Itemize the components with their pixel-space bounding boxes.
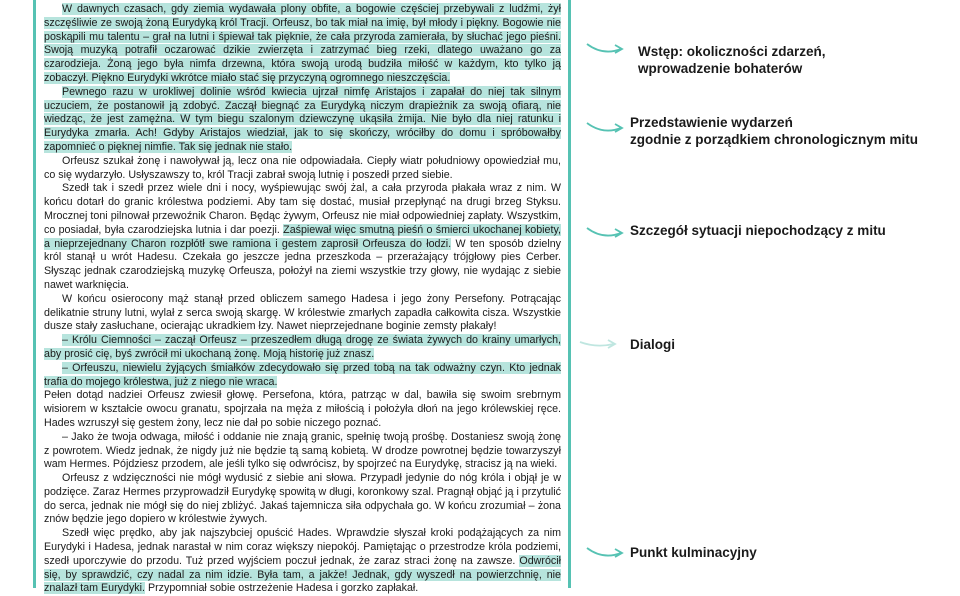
paragraph-promise: – Jako że twoja odwaga, miłość i oddanie nie znają granic, spełnię twoją prośbę. Dostaniesz swoją żonę z powrotem. Wiedz jednak, że nigdy już nie będzie tą samą kobietą. W drodze powrotnej będzie towarzyszył wam Hermes. Pójdziesz przodem, ale jeśli tylko się odwrócisz, by spojrzeć na Eurydykę, stracisz ją na wieki. — [44, 430, 561, 471]
annotation-intro — [638, 43, 826, 77]
highlight-dialog-hades: – Orfeuszu, niewielu żyjących śmiałków zdecydowało się przed tobą na tak odważny czyn. Kto jednak trafia do mojego królestwa, już z niego nie wraca. — [44, 361, 561, 388]
story-text — [44, 3, 561, 596]
arrow-detail-icon — [585, 224, 625, 242]
highlight-detail: Zaśpiewał więc smutną pieśń o śmierci ukochanej kobiety, a nieprzejednany Charon rozpłótł swe ramiona i gestem zaprosił Orfeusza do łodzi. — [44, 223, 561, 250]
highlight-events: Pewnego razu w urokliwej dolinie wśród kwiecia ujrzał nimfę Aristajos i zapałał do niej tak silnym uczuciem, że postanowił ją zdobyć. Zaczął biegnąć za Eurydyką niczym drapieżnik za swoją ofiarą, nie wiedząc, że jest zamężna. W tym biegu szalonym dziewczynę ukąsiła żmija. Nie było dla niej ratunku i Eurydyka zmarła. Ach! Gdyby Aristajos wiedział, jak to się skończy, wróciłby do domu i spróbowałby zapomnieć o pięknej nimfie. Tak się jednak nie stało. — [44, 85, 561, 153]
annotation-climax — [630, 544, 757, 561]
annotation-dialogs — [630, 336, 675, 353]
climax-text-end: Przypomniał sobie ostrzeżenie Hadesa i gorzko zapłakał. — [147, 582, 419, 595]
annotation-intro-line1: Wstęp: okoliczności zdarzeń, — [638, 44, 826, 59]
story-page — [33, 0, 571, 595]
paragraph-climax — [44, 527, 561, 596]
highlight-climax: Odwrócił się, by sprawdzić, czy nadal za nim idzie. Była tam, a jakże! Jednak, gdy wyszedł na powierzchnię, nie znalazł tam Eurydyki. — [44, 554, 561, 595]
paragraph-persephone: Pełen dotąd nadziei Orfeusz zwiesił głowę. Persefona, która, patrząc w dal, bawiła się swoim srebrnym wisiorem w kształcie owocu granatu, spojrzała na męża z miłością i położyła dłoń na jego królewskiej ręce. Hades wzruszył się gestem żony, lecz nie dał po sobie niczego poznać. — [44, 389, 561, 429]
paragraph-dialog-hades — [44, 362, 561, 390]
climax-text: Szedł więc prędko, aby jak najszybciej opuścić Hades. Wprawdzie słyszał kroki podążających za nim Eurydyki i Hadesa, jednak narastał w nim coraz większy niepokój. Pamiętając o przestrodze króla podziemi, szedł uporczywie do przodu. Tuż przed wyjściem poczuł jednak, że zaraz straci żonę na zawsze. — [44, 527, 561, 567]
paragraph-intro — [44, 3, 561, 86]
annotation-detail — [630, 222, 886, 239]
journey-text-end: W ten sposób dzielny król stanął u wrót Hadesu. Czekała go jeszcze jedna przeszkoda – przerażający trójgłowy pies Cerber. Słysząc jednak czarodziejską muzykę Orfeusza, położył na ziemi wszystkie trzy głowy, nie wydając z siebie nawet warknięcia. — [44, 237, 561, 291]
paragraph-gratitude: Orfeusz z wdzięczności nie mógł wydusić z siebie ani słowa. Przypadł jedynie do nóg króla i objął je w podzięce. Zaraz Hermes przyprowadził Eurydykę spowitą w długi, koronkowy szal. Pragnął objąć ją i przytulić do serca, jednak nie mógł się do niej zbliżyć. Jakaś tajemnicza siła odpychała go. W końcu zrozumiał – żona znów będzie jego dopiero w królestwie żywych. — [44, 472, 561, 526]
arrow-dialogs-icon — [578, 336, 618, 354]
annotation-events-line2: zgodnie z porządkiem chronologicznym mitu — [630, 132, 919, 147]
highlight-dialog-orpheus: – Królu Ciemności – zaczął Orfeusz – przeszedłem długą drogę ze świata żywych do krainy umarłych, aby prosić cię, byś zwrócił mi ukochaną żonę. Moją historię już znasz. — [44, 334, 561, 360]
journey-text: Szedł tak i szedł przez wiele dni i nocy, wyśpiewując swój żal, a cała przyroda płakała wraz z nim. W końcu dotarł do granic królestwa podziemi. Aby tam się dostać, musiał przepłynąć na drugi brzeg Styksu. Mrocznej toni pilnował przewoźnik Charon. Będąc żywym, Orfeusz nie miał odpowiedniej zapłaty. Wszystkim, co posiadał, była czarodziejska lutnia i dar poezji. — [44, 182, 561, 236]
annotation-climax-text: Punkt kulminacyjny — [630, 545, 757, 560]
annotation-events — [630, 114, 918, 148]
highlight-intro: W dawnych czasach, gdy ziemia wydawała plony obfite, a bogowie częściej przebywali z ludźmi, żył szczęśliwie ze swoją żoną Eurydyką król Tracji. Orfeusz, bo tak miał na imię, był młody i piękny. Bogowie nie poskąpili mu talentu – grał na lutni i śpiewał tak pięknie, że cała przyroda zamierała, by słuchać jego pieśni. Swoją muzyką potrafił oczarować dzikie zwierzęta i zatrzymać bieg rzeki, dlatego uważano go za czarodzieja. Żoną jego była nimfa drzewna, która swoją urodą budziła miłość w każdym, kto tylko ją zobaczył. Piękno Eurydyki wkrótce miało stać się przyczyną ogromnego nieszczęścia. — [44, 3, 561, 84]
paragraph-hades: W końcu osierocony mąż stanął przed obliczem samego Hadesa i jego żony Persefony. Potrącając delikatnie struny lutni, wylał z serca swoją skargę. W królestwie zmarłych zapadła całkowita cisza. Wszystkie dusze stały zasłuchane, ocierając ukradkiem łzy. Nawet nieprzejednane boginie zemsty płakały! — [44, 292, 561, 333]
arrow-intro-icon — [585, 40, 625, 58]
annotation-detail-text: Szczegół sytuacji niepochodzący z mitu — [630, 223, 886, 238]
arrow-climax-icon — [585, 544, 625, 562]
annotation-intro-line2: wprowadzenie bohaterów — [638, 61, 803, 76]
annotation-dialogs-text: Dialogi — [630, 337, 676, 352]
paragraph-events — [44, 86, 561, 155]
paragraph-journey — [44, 182, 561, 292]
arrow-events-icon — [585, 119, 625, 137]
paragraph-search: Orfeusz szukał żonę i nawoływał ją, lecz ona nie odpowiadała. Ciepły wiatr południowy opowiedział mu, co się wydarzyło. Usłyszawszy to, król Tracji zabrał swoją lutnię i poszedł przed siebie. — [44, 154, 561, 181]
paragraph-dialog-orpheus — [44, 334, 561, 362]
annotation-events-line1: Przedstawienie wydarzeń — [630, 115, 793, 130]
